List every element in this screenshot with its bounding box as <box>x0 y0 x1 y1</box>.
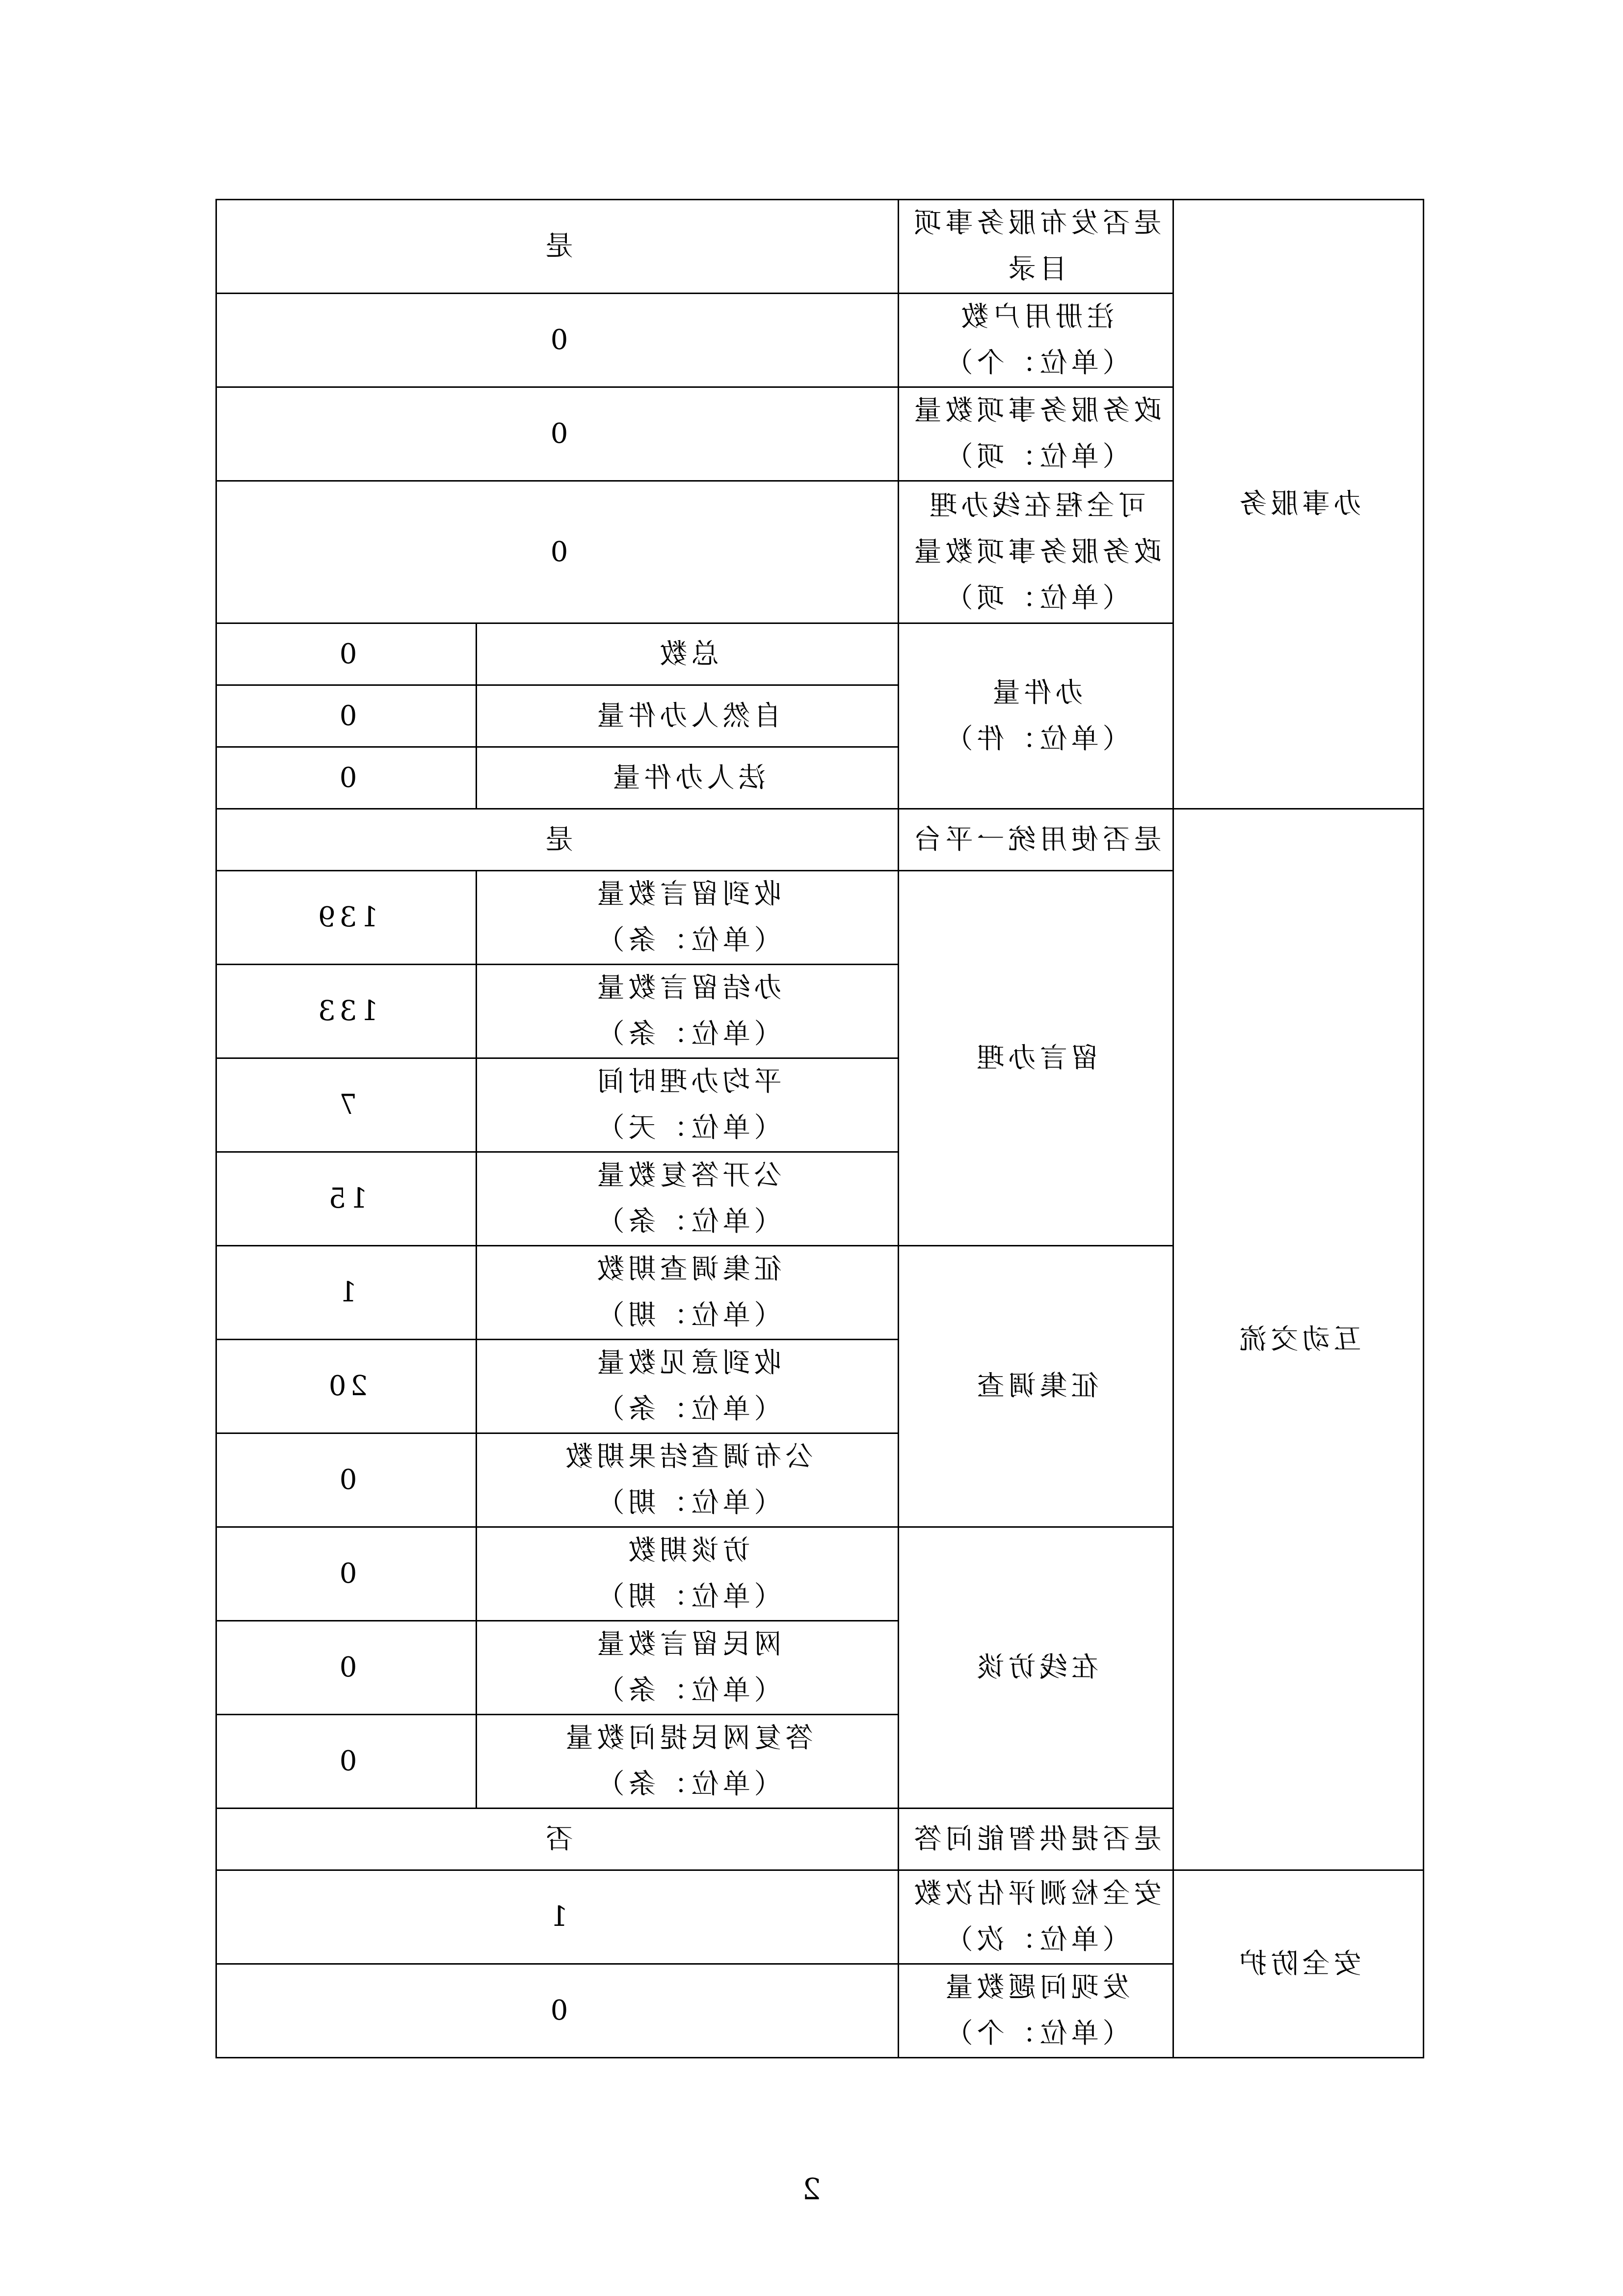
sub-value: 0 <box>216 685 477 747</box>
sub-value: 15 <box>216 1152 477 1246</box>
row-value: 0 <box>216 481 899 623</box>
sub-label <box>477 1246 899 1340</box>
sub-label: 总数 <box>477 623 899 685</box>
page-number: 2 <box>802 2172 821 2207</box>
unit-text: （单位：条） <box>593 1206 782 1238</box>
group-label: 留言办理 <box>899 871 1173 1246</box>
unit-text: （单位：期） <box>593 1581 782 1613</box>
unit-text: （单位：个） <box>941 2018 1130 2050</box>
table-row <box>216 809 1424 871</box>
row-label <box>899 1964 1173 2058</box>
sub-value: 7 <box>216 1058 477 1152</box>
row-value: 0 <box>216 1964 899 2058</box>
unit-text: （单位：期） <box>593 1487 782 1519</box>
row-label <box>899 1870 1173 1964</box>
label-text: 办结留言数量 <box>593 972 782 1004</box>
unit-text: （单位：项） <box>941 582 1130 614</box>
label-text: 政务服务事项数量 <box>910 395 1162 427</box>
row-value: 0 <box>216 294 899 387</box>
unit-text: （单位：条） <box>593 1393 782 1425</box>
row-value: 1 <box>216 1870 899 1964</box>
row-label <box>899 294 1173 387</box>
label-text: 征集调查期数 <box>593 1253 782 1285</box>
row-value: 是 <box>216 809 899 871</box>
sub-value: 0 <box>216 1715 477 1809</box>
row-value: 是 <box>216 200 899 294</box>
row-value: 0 <box>216 387 899 481</box>
statistics-table <box>215 199 1424 2058</box>
sub-label <box>477 1715 899 1809</box>
section-interaction: 互动交流 <box>1173 809 1424 1870</box>
sub-label: 法人办件量 <box>477 747 899 809</box>
label-text: 网民留言数量 <box>593 1628 782 1660</box>
sub-label <box>477 1340 899 1433</box>
sub-label <box>477 1433 899 1527</box>
label-text: 公布调查结果期数 <box>561 1441 813 1473</box>
row-label <box>899 387 1173 481</box>
unit-text: （单位：天） <box>593 1112 782 1144</box>
label-text: 平均办理时间 <box>593 1066 782 1098</box>
sub-label <box>477 871 899 965</box>
label-text: 访谈期数 <box>624 1535 750 1567</box>
label-text: 注册用户数 <box>957 301 1115 333</box>
row-value: 否 <box>216 1809 899 1870</box>
label-text: 发现问题数量 <box>941 1972 1130 2003</box>
sub-label <box>477 1527 899 1621</box>
sub-value: 0 <box>216 623 477 685</box>
unit-text: （单位：条） <box>593 1675 782 1706</box>
label-text: 政务服务事项数量 <box>910 536 1162 568</box>
sub-value: 139 <box>216 871 477 965</box>
label-text: 收到留言数量 <box>593 878 782 910</box>
unit-text: （单位：件） <box>941 723 1130 755</box>
unit-text: （单位：次） <box>941 1924 1130 1956</box>
section-security: 安全防护 <box>1173 1870 1424 2058</box>
label-text: 办件量 <box>988 676 1083 709</box>
sub-label <box>477 1058 899 1152</box>
sub-value: 0 <box>216 1433 477 1527</box>
label-text: 安全检测评估次数 <box>910 1878 1162 1910</box>
section-service: 办事服务 <box>1173 200 1424 809</box>
sub-label <box>477 965 899 1058</box>
sub-value: 133 <box>216 965 477 1058</box>
table-row <box>216 200 1424 294</box>
unit-text: （单位：条） <box>593 1768 782 1800</box>
sub-value: 0 <box>216 747 477 809</box>
row-label: 是否提供智能问答 <box>899 1809 1173 1870</box>
sub-value: 0 <box>216 1527 477 1621</box>
group-label <box>899 623 1173 809</box>
sub-label <box>477 1621 899 1715</box>
row-label: 是否发布服务事项目录 <box>899 200 1173 294</box>
sub-value: 20 <box>216 1340 477 1433</box>
label-text: 答复网民提问数量 <box>561 1722 813 1754</box>
row-label: 是否使用统一平台 <box>899 809 1173 871</box>
group-label: 在线访谈 <box>899 1527 1173 1809</box>
unit-text: （单位：条） <box>593 1018 782 1050</box>
unit-text: （单位：项） <box>941 441 1130 473</box>
unit-text: （单位：期） <box>593 1299 782 1331</box>
sub-label: 自然人办件量 <box>477 685 899 747</box>
table-row <box>216 1870 1424 1964</box>
unit-text: （单位：条） <box>593 924 782 956</box>
label-text: 公开答复数量 <box>593 1160 782 1191</box>
row-label <box>899 481 1173 623</box>
label-text: 收到意见数量 <box>593 1347 782 1379</box>
sub-label <box>477 1152 899 1246</box>
unit-text: （单位：个） <box>941 347 1130 379</box>
label-text: 可全程在线办理 <box>926 489 1146 522</box>
sub-value: 0 <box>216 1621 477 1715</box>
sub-value: 1 <box>216 1246 477 1340</box>
group-label: 征集调查 <box>899 1246 1173 1527</box>
